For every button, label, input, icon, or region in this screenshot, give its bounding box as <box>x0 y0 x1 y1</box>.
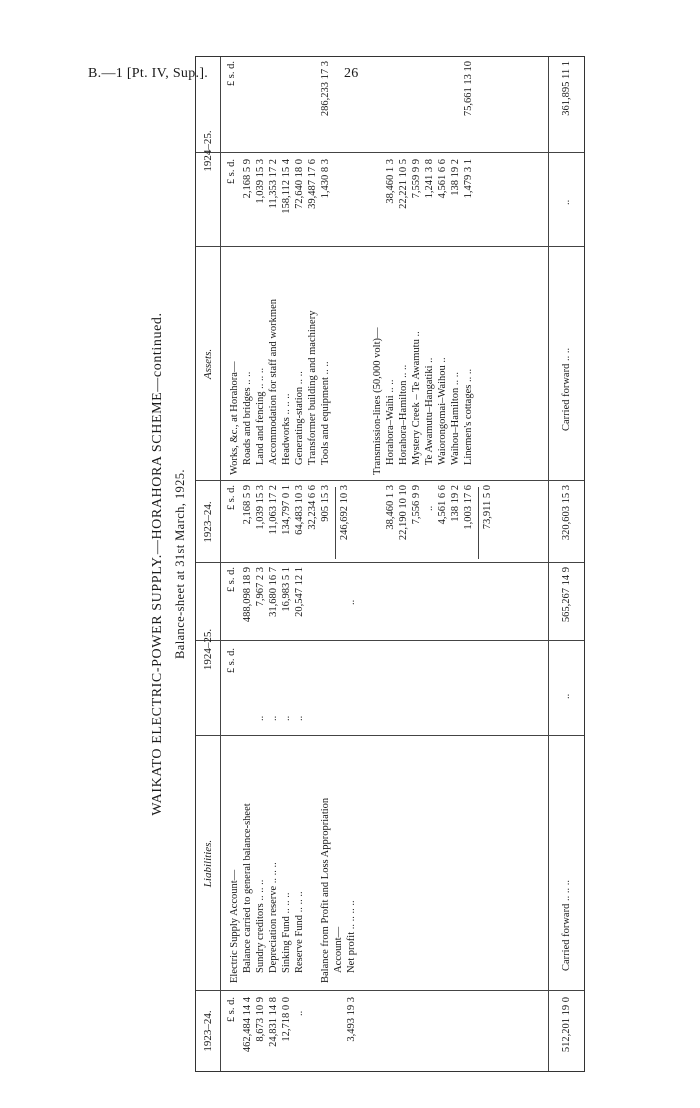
asset-item: Transformer building and machinery <box>307 310 318 465</box>
prev-asset-amount: 4,561 6 6 <box>437 485 448 525</box>
curr-asset-amount: 2,168 5 9 <box>242 159 253 199</box>
asset-item: Mystery Creek – Te Awamutu .. <box>411 331 422 465</box>
asset-item: Linemen's cottages .. .. <box>463 368 474 465</box>
header-curr-year-liabilities: 1924–25. <box>202 628 214 671</box>
curr-lines-total: 75,661 13 10 <box>463 61 474 117</box>
liab-curr-dots: .. <box>281 715 292 721</box>
page-title: WAIKATO ELECTRIC-POWER SUPPLY.—HORAHORA SCHEME—continued. <box>150 312 165 816</box>
prev-asset-amount: 11,063 17 2 <box>268 485 279 535</box>
curr-asset-amount: 1,479 3 1 <box>463 159 474 199</box>
asset-item: Horahora–Hamilton .. .. <box>398 364 409 465</box>
curr-asset-amount: 7,559 9 9 <box>411 159 422 199</box>
prev-asset-amount: 22,190 10 10 <box>398 485 409 541</box>
prev-liab-amount: 462,484 14 4 <box>242 997 253 1053</box>
liab-item: Net profit .. .. .. .. <box>346 900 357 973</box>
curr-asset-amount: 22,221 10 5 <box>398 159 409 209</box>
header-assets: Assets. <box>202 348 214 380</box>
curr-liab-amount: 31,680 16 7 <box>268 567 279 617</box>
carried-forward-dots: .. <box>561 693 572 699</box>
curr-asset-amount: 38,460 1 3 <box>385 159 396 204</box>
liab-curr-dots: .. <box>294 715 305 721</box>
liab-item: Sundry creditors .. .. .. <box>255 879 266 973</box>
prev-asset-amount: 1,039 15 3 <box>255 485 266 530</box>
curr-liab-amount: 488,098 18 9 <box>242 567 253 623</box>
liab-item: Account— <box>333 926 344 973</box>
page-subtitle: Balance-sheet at 31st March, 1925. <box>173 469 187 659</box>
curr-asset-amount: 1,430 8 3 <box>320 159 331 199</box>
curr-liab-amount: 16,983 5 1 <box>281 567 292 612</box>
asset-item: Te Awamutu–Hangatiki .. <box>424 357 435 465</box>
carried-forward-curr-asset: 361,895 11 1 <box>561 61 572 116</box>
curr-asset-amount: 158,112 15 4 <box>281 159 292 214</box>
prev-asset-amount: 134,797 0 1 <box>281 485 292 535</box>
carried-forward-prev-liab: 512,201 19 0 <box>561 997 572 1053</box>
carried-forward-label-asset: Carried forward .. .. <box>561 347 572 431</box>
prev-asset-amount: .. <box>424 505 435 511</box>
asset-heading: Works, &c., at Horahora— <box>229 361 240 475</box>
header-curr-year-assets: 1924–25. <box>202 130 214 172</box>
prev-liab-amount: 8,673 10 9 <box>255 997 266 1042</box>
lsd-head: £ s. d. <box>226 648 237 674</box>
prev-lines-total: 73,911 5 0 <box>482 485 493 530</box>
lsd-head: £ s. d. <box>226 997 237 1023</box>
liab-item: Balance carried to general balance-sheet <box>242 803 253 973</box>
curr-asset-amount: 138 19 2 <box>450 159 461 196</box>
prev-asset-amount: 32,234 6 6 <box>307 485 318 530</box>
header-liabilities: Liabilities. <box>202 839 214 888</box>
prev-asset-amount: 64,483 10 3 <box>294 485 305 535</box>
curr-liab-amount: 7,967 2 3 <box>255 567 266 607</box>
liab-curr-dots: .. <box>255 715 266 721</box>
curr-asset-amount: 1,241 3 8 <box>424 159 435 199</box>
prev-asset-amount: 7,556 9 9 <box>411 485 422 525</box>
curr-asset-amount: 72,640 18 0 <box>294 159 305 209</box>
liab-item: Sinking Fund .. .. .. <box>281 892 292 973</box>
prev-asset-amount: 38,460 1 3 <box>385 485 396 530</box>
curr-liab-amount: 20,547 12 1 <box>294 567 305 617</box>
header-prev-year-assets: 1923–24. <box>202 501 214 543</box>
asset-item: Roads and bridges .. .. <box>242 371 253 465</box>
curr-asset-amount: 11,353 17 2 <box>268 159 279 209</box>
curr-asset-amount: 4,561 6 6 <box>437 159 448 199</box>
liab-item: Electric Supply Account— <box>229 869 240 983</box>
asset-item: Waihou–Hamilton .. .. <box>450 371 461 465</box>
liab-item: Depreciation reserve .. .. .. <box>268 862 279 973</box>
asset-item: Tools and equipment .. .. <box>320 361 331 465</box>
carried-forward-curr-liab: 565,267 14 9 <box>561 567 572 623</box>
asset-item: Land and fencing .. .. .. <box>255 367 266 465</box>
curr-works-total: 286,233 17 3 <box>320 61 331 117</box>
carried-forward-dots: .. <box>561 199 572 205</box>
asset-item: Headworks .. .. .. <box>281 393 292 465</box>
prev-liab-amount: .. <box>294 1010 305 1016</box>
prev-liab-net-profit: 3,493 19 3 <box>346 997 357 1042</box>
carried-forward-label-liab: Carried forward .. .. .. <box>561 880 572 971</box>
lsd-head: £ s. d. <box>226 159 237 185</box>
liab-item: Balance from Profit and Loss Appropriation <box>320 797 331 983</box>
header-prev-year-liabilities: 1923–24. <box>202 1010 214 1052</box>
prev-asset-amount: 2,168 5 9 <box>242 485 253 525</box>
curr-asset-amount: 1,039 15 3 <box>255 159 266 204</box>
prev-liab-amount: 12,718 0 0 <box>281 997 292 1042</box>
curr-asset-amount: 39,487 17 6 <box>307 159 318 209</box>
prev-asset-amount: 905 15 3 <box>320 485 331 522</box>
balance-sheet-table <box>195 56 585 1072</box>
carried-forward-prev-asset: 320,603 15 3 <box>561 485 572 541</box>
prev-liab-amount: 24,831 14 8 <box>268 997 279 1047</box>
asset-item: Waiorongomai–Waihou .. <box>437 357 448 465</box>
page-number: 26 <box>344 66 359 81</box>
curr-liab-net-profit: .. <box>346 599 357 605</box>
prev-asset-amount: 1,003 17 6 <box>463 485 474 530</box>
running-head-left: B.—1 [Pt. IV, Sup.]. <box>88 66 209 81</box>
liab-curr-dots: .. <box>268 715 279 721</box>
asset-item: Generating-station .. .. <box>294 371 305 465</box>
asset-item: Horahora–Waihi .. .. <box>385 379 396 465</box>
rotated-page <box>145 56 587 1072</box>
prev-works-total: 246,692 10 3 <box>339 485 350 541</box>
lsd-head: £ s. d. <box>226 61 237 87</box>
asset-heading: Transmission-lines (50,000 volt)— <box>372 327 383 475</box>
liab-item: Reserve Fund .. .. .. <box>294 891 305 973</box>
prev-asset-amount: 138 19 2 <box>450 485 461 522</box>
lsd-head: £ s. d. <box>226 485 237 511</box>
lsd-head: £ s. d. <box>226 567 237 593</box>
asset-item: Accommodation for staff and workmen <box>268 298 279 465</box>
